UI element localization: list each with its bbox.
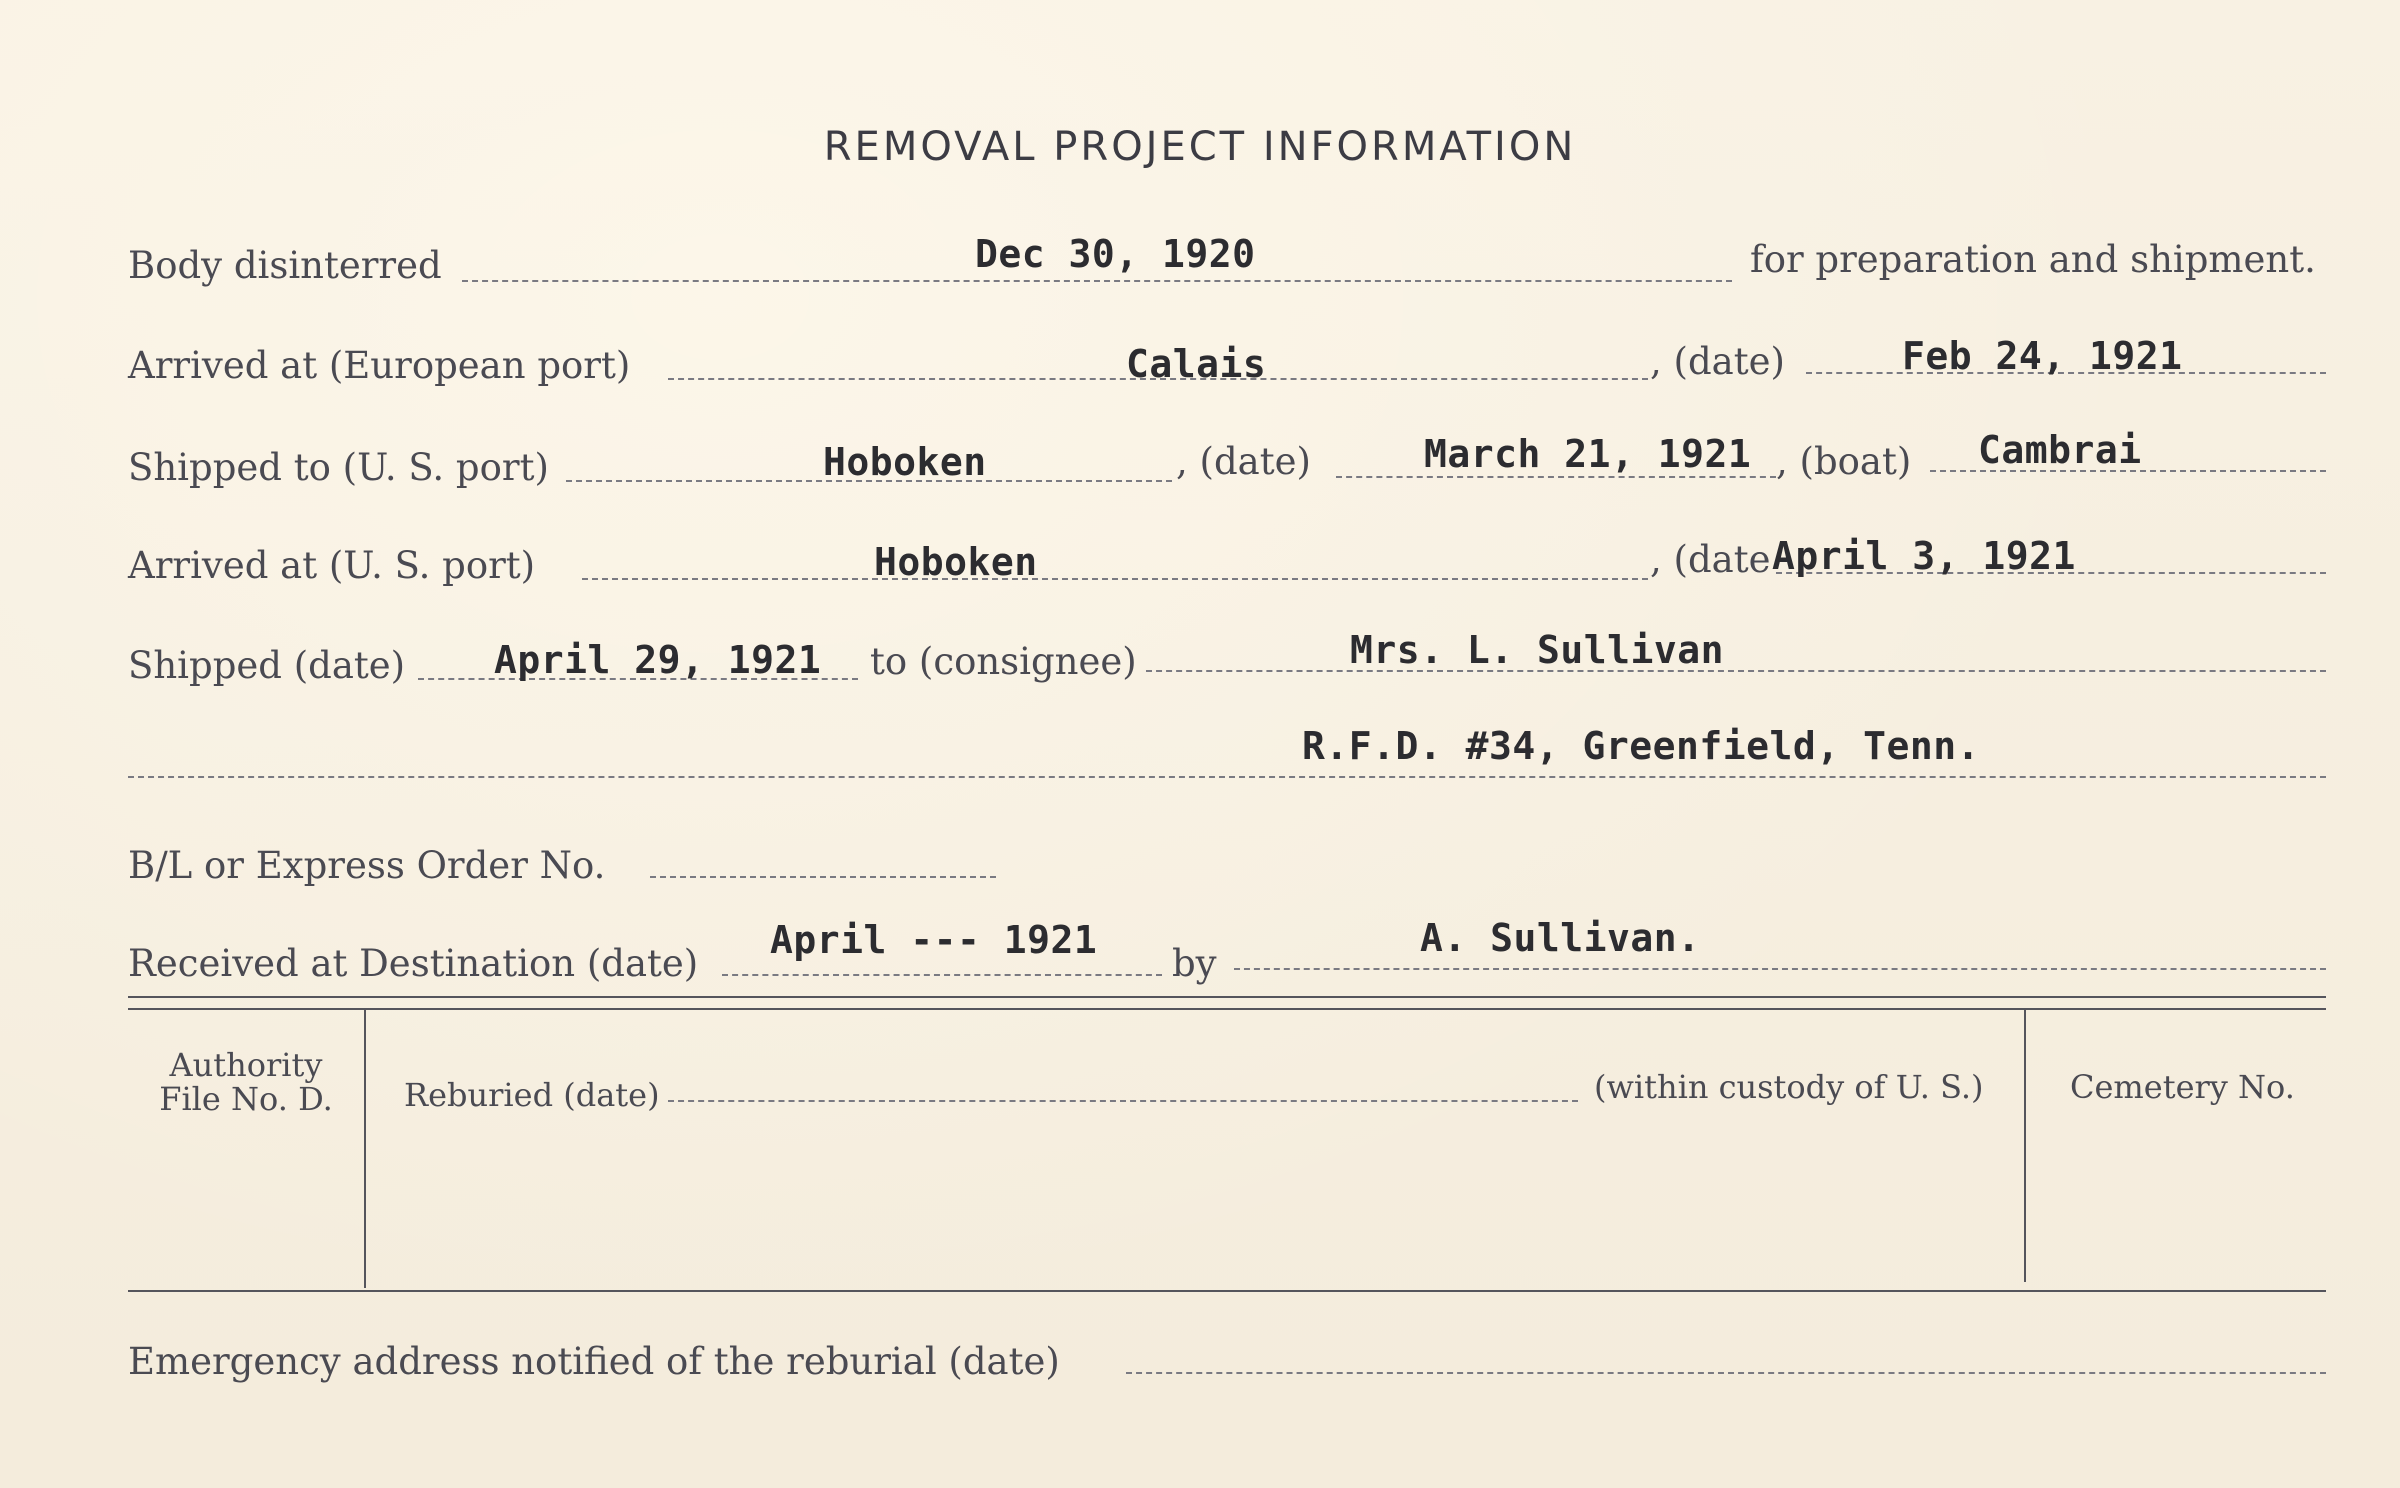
arrived-us-date: April 3, 1921 — [1772, 534, 2076, 578]
shipped-date: April 29, 1921 — [494, 638, 822, 682]
disinterred-date: Dec 30, 1920 — [975, 232, 1256, 276]
consignee-line — [1146, 670, 2326, 672]
disinterred-suffix: for preparation and shipment. — [1750, 238, 2316, 281]
box-top-rule-1 — [128, 996, 2326, 998]
received-label: Received at Destination (date) — [128, 942, 699, 985]
arrived-us-line — [582, 578, 1648, 580]
bl-order-label: B/L or Express Order No. — [128, 844, 606, 887]
consignee-name: Mrs. L. Sullivan — [1350, 628, 1725, 672]
reburied-label: Reburied (date) — [404, 1076, 660, 1114]
shipped-us-date-label: , (date) — [1176, 440, 1311, 483]
shipped-us-boat: Cambrai — [1978, 428, 2142, 472]
arrived-europe-date-label: , (date) — [1650, 340, 1785, 383]
arrived-us-label: Arrived at (U. S. port) — [128, 544, 536, 587]
box-divider-left — [364, 1010, 366, 1288]
shipped-us-boat-label: , (boat) — [1776, 440, 1912, 483]
box-divider-right — [2024, 1010, 2026, 1282]
received-by-name: A. Sullivan. — [1420, 916, 1701, 960]
consignee-address: R.F.D. #34, Greenfield, Tenn. — [1302, 724, 1980, 768]
shipped-us-port: Hoboken — [823, 440, 987, 484]
arrived-europe-label: Arrived at (European port) — [128, 344, 631, 387]
authority-label-2: File No. D. — [159, 1080, 333, 1118]
consignee-label: to (consignee) — [870, 640, 1137, 683]
arrived-us-date-label: , (date — [1650, 538, 1771, 581]
shipped-us-date: March 21, 1921 — [1424, 432, 1752, 476]
disinterred-line — [462, 280, 1732, 282]
received-date: April --- 1921 — [770, 918, 1098, 962]
card-title: REMOVAL PROJECT INFORMATION — [823, 124, 1577, 170]
received-by-label: by — [1172, 942, 1217, 985]
bl-order-line — [650, 876, 996, 878]
shipped-us-date-line — [1336, 476, 1776, 478]
custody-label: (within custody of U. S.) — [1594, 1068, 1984, 1106]
arrived-us-port: Hoboken — [874, 540, 1038, 584]
shipped-us-label: Shipped to (U. S. port) — [128, 446, 549, 489]
address-line — [128, 776, 2326, 778]
arrived-europe-date: Feb 24, 1921 — [1902, 334, 2183, 378]
received-date-line — [722, 974, 1162, 976]
reburied-line — [668, 1100, 1578, 1102]
emergency-line — [1126, 1372, 2326, 1374]
emergency-label: Emergency address notified of the reburial (date) — [128, 1340, 1060, 1383]
received-by-line — [1234, 968, 2326, 970]
arrived-europe-port: Calais — [1126, 342, 1267, 386]
authority-label-1: Authority — [169, 1046, 323, 1084]
disinterred-label: Body disinterred — [128, 244, 442, 287]
shipped-date-label: Shipped (date) — [128, 644, 406, 687]
box-bottom-rule — [128, 1290, 2326, 1292]
box-top-rule-2 — [128, 1008, 2326, 1010]
cemetery-label: Cemetery No. — [2070, 1068, 2295, 1106]
